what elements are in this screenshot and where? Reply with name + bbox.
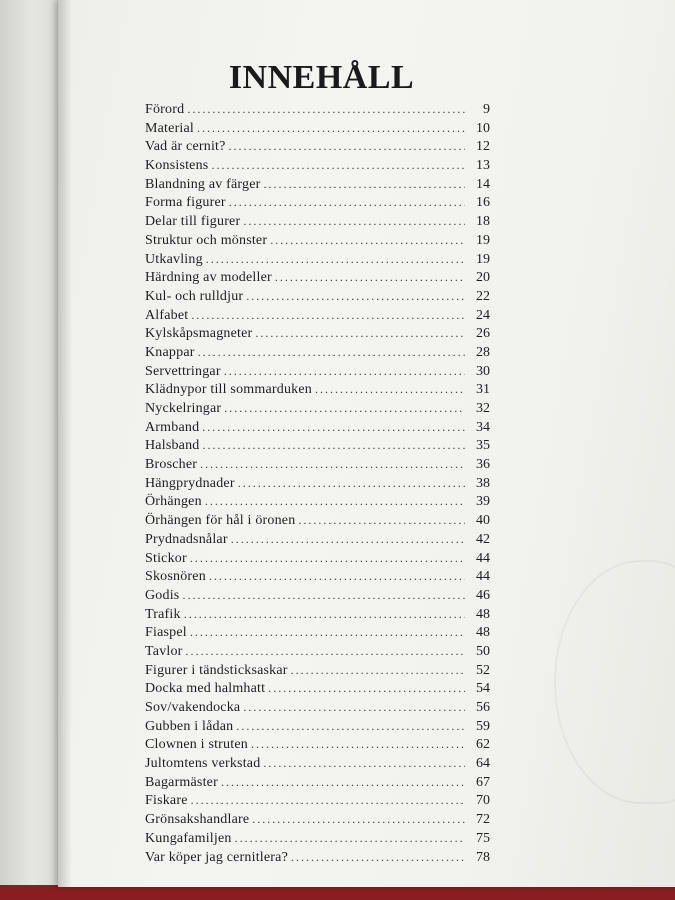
- toc-entry: [145, 644, 490, 663]
- toc-entry-page-number: 40: [476, 513, 490, 529]
- toc-entry-page-number: 50: [476, 643, 490, 659]
- toc-entry: [145, 326, 490, 345]
- toc-entry-label: Härdning av modeller: [145, 270, 272, 286]
- toc-dot-leader: [291, 850, 465, 865]
- toc-entry: [145, 588, 490, 607]
- toc-entry: [145, 214, 490, 233]
- toc-entry-label: Blandning av färger: [145, 176, 261, 192]
- toc-entry: [145, 681, 490, 700]
- toc-entry: [145, 812, 490, 831]
- toc-entry-label: Konsistens: [145, 158, 209, 174]
- toc-entry-label: Örhängen: [145, 494, 202, 510]
- toc-dot-leader: [236, 719, 465, 734]
- toc-entry-label: Grönsakshandlare: [145, 812, 250, 828]
- toc-entry: [145, 401, 490, 420]
- toc-dot-leader: [298, 513, 465, 528]
- toc-entry: [145, 252, 490, 271]
- toc-entry: [145, 831, 490, 850]
- toc-dot-leader: [275, 270, 465, 285]
- toc-entry-page-number: 10: [476, 120, 490, 136]
- facing-page-edge: [0, 0, 60, 885]
- toc-entry-label: Jultomtens verkstad: [145, 756, 261, 772]
- toc-entry-label: Figurer i tändsticksaskar: [145, 662, 288, 678]
- toc-dot-leader: [202, 420, 465, 435]
- toc-entry-label: Struktur och mönster: [145, 232, 268, 248]
- toc-entry-label: Trafik: [145, 606, 181, 622]
- toc-entry: [145, 663, 490, 682]
- toc-entry-page-number: 32: [476, 401, 490, 416]
- toc-entry: [145, 364, 490, 383]
- toc-entry-label: Tavlor: [145, 643, 183, 659]
- toc-entry: [145, 607, 490, 626]
- toc-entry-label: Docka med halmhatt: [145, 681, 266, 697]
- toc-entry-label: Var köper jag cernitlera?: [145, 849, 288, 865]
- toc-dot-leader: [268, 681, 465, 696]
- toc-dot-leader: [191, 308, 465, 323]
- toc-entry-label: Servettringar: [145, 363, 221, 379]
- toc-entry: [145, 308, 490, 327]
- toc-entry-label: Knappar: [145, 344, 195, 360]
- toc-entry-label: Fiskare: [145, 793, 188, 809]
- toc-dot-leader: [229, 195, 465, 210]
- toc-entry: [145, 625, 490, 644]
- toc-entry-label: Armband: [145, 419, 200, 435]
- toc-entry: [145, 476, 490, 495]
- toc-dot-leader: [315, 382, 465, 397]
- toc-entry-page-number: 35: [476, 438, 490, 454]
- toc-entry: [145, 438, 490, 457]
- toc-entry: [145, 233, 490, 252]
- toc-entry-label: Klädnypor till sommarduken: [145, 382, 312, 398]
- toc-entry-page-number: 28: [476, 344, 490, 360]
- toc-entry-page-number: 36: [476, 457, 490, 473]
- toc-entry-page-number: 19: [476, 232, 490, 248]
- toc-entry: [145, 513, 490, 532]
- toc-entry: [145, 177, 490, 196]
- toc-entry-label: Gubben i lådan: [145, 718, 234, 734]
- toc-dot-leader: [291, 663, 465, 678]
- toc-entry-page-number: 78: [476, 849, 490, 865]
- toc-entry-label: Kungafamiljen: [145, 830, 232, 846]
- toc-dot-leader: [243, 700, 465, 715]
- toc-dot-leader: [197, 121, 465, 136]
- toc-entry: [145, 737, 490, 756]
- toc-dot-leader: [209, 569, 465, 584]
- toc-entry-label: Alfabet: [145, 307, 189, 323]
- toc-entry: [145, 345, 490, 364]
- toc-entry-label: Utkavling: [145, 251, 203, 267]
- toc-dot-leader: [190, 551, 465, 566]
- toc-entry: [145, 270, 490, 289]
- toc-entry: [145, 494, 490, 513]
- toc-dot-leader: [231, 532, 465, 547]
- toc-entry-label: Delar till figurer: [145, 214, 241, 230]
- toc-dot-leader: [264, 177, 465, 192]
- toc-entry: [145, 850, 490, 869]
- toc-entry-page-number: 12: [476, 139, 490, 155]
- toc-dot-leader: [255, 326, 465, 341]
- toc-dot-leader: [263, 756, 465, 771]
- toc-entry: [145, 793, 490, 812]
- toc-entry-page-number: 38: [476, 475, 490, 491]
- toc-entry-label: Halsband: [145, 438, 200, 454]
- toc-entry: [145, 289, 490, 308]
- toc-dot-leader: [243, 214, 465, 229]
- toc-entry-label: Stickor: [145, 550, 187, 566]
- toc-entry: [145, 719, 490, 738]
- toc-entry-page-number: 62: [476, 737, 490, 753]
- toc-dot-leader: [251, 737, 465, 752]
- toc-dot-leader: [200, 457, 465, 472]
- toc-entry-page-number: 30: [476, 363, 490, 379]
- toc-entry-page-number: 20: [476, 270, 490, 286]
- toc-entry-page-number: 44: [476, 550, 490, 566]
- toc-entry-label: Clownen i struten: [145, 737, 248, 753]
- toc-entry-label: Vad är cernit?: [145, 139, 226, 155]
- table-of-contents: [145, 58, 490, 868]
- toc-dot-leader: [224, 401, 465, 416]
- toc-entry-label: Prydnadsnålar: [145, 531, 228, 547]
- toc-entry-page-number: 9: [483, 102, 490, 117]
- toc-dot-leader: [238, 476, 465, 491]
- toc-entry: [145, 756, 490, 775]
- toc-entry: [145, 457, 490, 476]
- toc-entry-page-number: 24: [476, 307, 490, 323]
- toc-entry-page-number: 31: [476, 382, 490, 398]
- toc-entry: [145, 195, 490, 214]
- toc-entry-page-number: 48: [476, 625, 490, 641]
- toc-entry-label: Broscher: [145, 457, 198, 473]
- toc-entry: [145, 700, 490, 719]
- toc-title: INNEHÅLL: [228, 59, 415, 96]
- toc-dot-leader: [246, 289, 465, 304]
- toc-entry-label: Bagarmäster: [145, 774, 218, 790]
- toc-entry-page-number: 75: [476, 830, 490, 846]
- toc-dot-leader: [221, 775, 465, 790]
- toc-entry-page-number: 59: [476, 718, 490, 734]
- toc-entry-label: Örhängen för hål i öronen: [145, 513, 296, 529]
- toc-list: [145, 102, 490, 868]
- toc-entry-page-number: 14: [476, 176, 490, 192]
- toc-dot-leader: [235, 831, 465, 846]
- toc-dot-leader: [186, 644, 465, 659]
- toc-entry: [145, 382, 490, 401]
- toc-entry-page-number: 16: [476, 195, 490, 211]
- toc-entry-label: Forma figurer: [145, 195, 226, 211]
- toc-dot-leader: [205, 494, 465, 509]
- toc-entry-page-number: 13: [476, 158, 490, 174]
- toc-entry-page-number: 18: [476, 214, 490, 230]
- toc-entry-page-number: 19: [476, 251, 490, 267]
- toc-entry: [145, 569, 490, 588]
- toc-entry-page-number: 42: [476, 531, 490, 547]
- toc-entry-page-number: 72: [476, 812, 490, 828]
- toc-entry: [145, 420, 490, 439]
- toc-entry-page-number: 67: [476, 774, 490, 790]
- toc-dot-leader: [187, 102, 465, 117]
- toc-dot-leader: [211, 158, 465, 173]
- toc-entry-page-number: 39: [476, 494, 490, 510]
- toc-entry-label: Kylskåpsmagneter: [145, 326, 253, 342]
- toc-entry: [145, 532, 490, 551]
- toc-entry-label: Material: [145, 120, 195, 136]
- toc-dot-leader: [270, 233, 465, 248]
- toc-entry-label: Godis: [145, 587, 180, 603]
- toc-dot-leader: [202, 438, 465, 453]
- toc-dot-leader: [229, 139, 465, 154]
- show-through-illustration: [554, 560, 675, 804]
- toc-entry-label: Nyckelringar: [145, 401, 222, 416]
- toc-entry: [145, 551, 490, 570]
- toc-dot-leader: [191, 793, 465, 808]
- page-gutter-shadow: [58, 0, 72, 887]
- toc-entry-page-number: 64: [476, 756, 490, 772]
- toc-entry-page-number: 56: [476, 700, 490, 715]
- toc-entry: [145, 121, 490, 140]
- toc-entry-page-number: 44: [476, 569, 490, 585]
- toc-entry-page-number: 70: [476, 793, 490, 809]
- toc-entry-label: Skosnören: [145, 569, 206, 585]
- toc-dot-leader: [206, 252, 465, 267]
- toc-entry-label: Förord: [145, 102, 185, 117]
- toc-entry: [145, 158, 490, 177]
- toc-dot-leader: [190, 625, 465, 640]
- toc-entry-label: Fiaspel: [145, 625, 187, 641]
- toc-entry-page-number: 34: [476, 419, 490, 435]
- toc-dot-leader: [198, 345, 465, 360]
- toc-entry-label: Hängprydnader: [145, 475, 235, 491]
- toc-entry: [145, 139, 490, 158]
- toc-entry-page-number: 52: [476, 662, 490, 678]
- toc-entry-page-number: 48: [476, 606, 490, 622]
- toc-dot-leader: [182, 588, 465, 603]
- toc-entry-label: Kul- och rulldjur: [145, 288, 244, 304]
- toc-entry-page-number: 22: [476, 288, 490, 304]
- toc-entry-page-number: 26: [476, 326, 490, 342]
- toc-entry: [145, 102, 490, 121]
- toc-entry-page-number: 54: [476, 681, 490, 697]
- toc-entry-label: Sov/vakendocka: [145, 700, 241, 715]
- toc-entry: [145, 775, 490, 794]
- toc-entry-page-number: 46: [476, 587, 490, 603]
- toc-dot-leader: [224, 364, 465, 379]
- toc-dot-leader: [184, 607, 465, 622]
- toc-dot-leader: [252, 812, 465, 827]
